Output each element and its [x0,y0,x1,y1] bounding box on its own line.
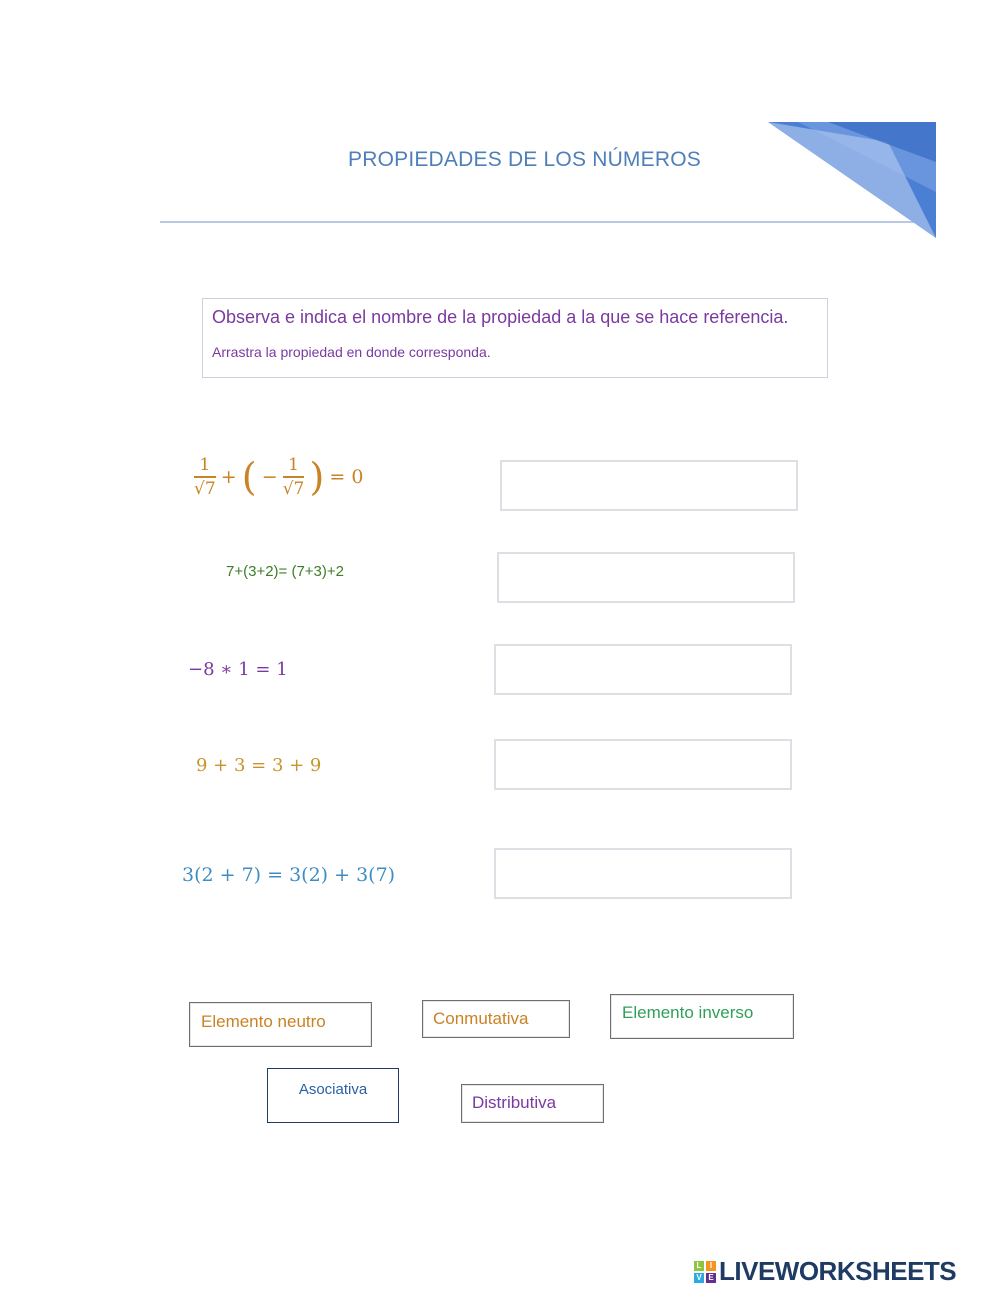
answer-dropzone-4[interactable] [494,739,792,790]
fraction: $\frac{1}{√7}$ [282,455,305,499]
logo-text: LIVEWORKSHEETS [719,1256,957,1286]
answer-dropzone-5[interactable] [494,848,792,899]
option-elemento-inverso[interactable]: Elemento inverso [610,994,794,1039]
exercise-3-expression: −8 ∗ 1 = 1 [188,659,288,680]
answer-dropzone-2[interactable] [497,552,795,603]
instructions-text: Observa e indica el nombre de la propiedad a la que se hace referencia. [212,307,789,327]
exercise-5-expression: 3(2 + 7) = 3(2) + 3(7) [182,864,396,886]
answer-dropzone-3[interactable] [494,644,792,695]
exercise-4-expression: 9 + 3 = 3 + 9 [196,755,322,776]
answer-dropzone-1[interactable] [500,460,798,511]
exercise-1-expression: $\frac{1}{√7}$ + ( − $\frac{1}{√7}$ ) = 0 [194,454,364,499]
option-conmutativa[interactable]: Conmutativa [422,1000,570,1038]
option-distributiva[interactable]: Distributiva [461,1084,604,1123]
page-title: PROPIEDADES DE LOS NÚMEROS [348,148,701,171]
option-asociativa[interactable]: Asociativa [267,1068,399,1123]
logo-mark-icon: L I V E [694,1261,716,1283]
corner-decoration [768,122,938,240]
exercise-2-expression: 7+(3+2)= (7+3)+2 [226,563,345,580]
instructions-subtext: Arrastra la propiedad en donde corresponda. [212,344,491,360]
fraction: $\frac{1}{√7}$ [194,455,216,499]
option-elemento-neutro[interactable]: Elemento neutro [189,1002,372,1047]
liveworksheets-logo [694,1256,956,1284]
